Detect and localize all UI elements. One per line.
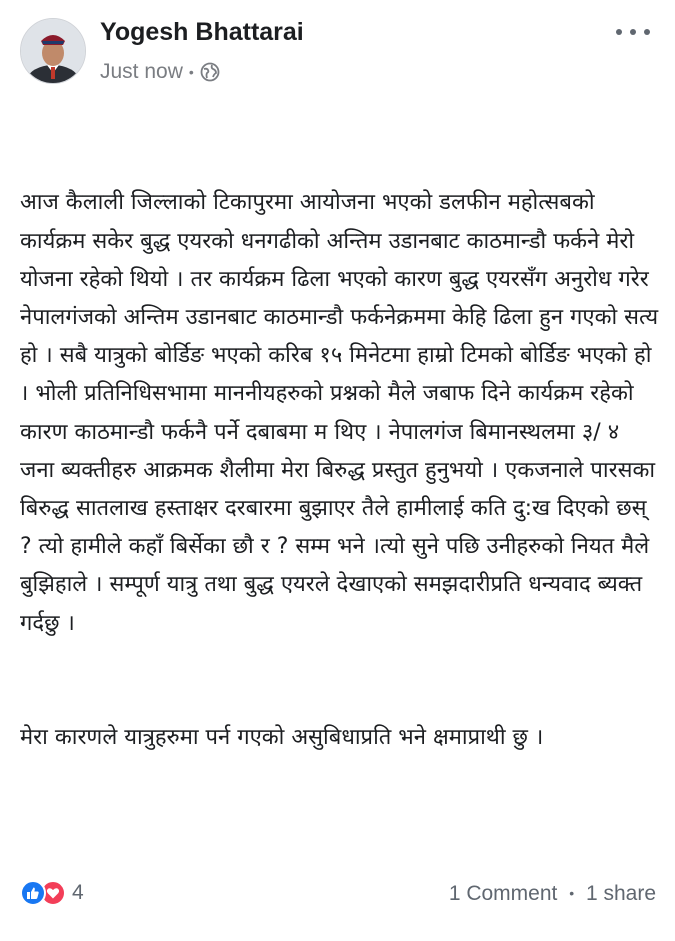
post-paragraph: मेरा कारणले यात्रुहरुमा पर्न गएको असुबिधाप्रति भने क्षमाप्राथी छु । xyxy=(20,725,544,751)
engagement-summary xyxy=(449,882,656,906)
comments-link[interactable]: 1 Comment xyxy=(448,882,558,905)
shares-link[interactable]: 1 share xyxy=(585,882,656,905)
reaction-count: 4 xyxy=(72,881,84,904)
post-meta xyxy=(100,60,220,84)
reactions-summary[interactable] xyxy=(20,880,84,906)
globe-icon[interactable] xyxy=(200,62,220,82)
avatar[interactable] xyxy=(20,18,86,84)
post-footer xyxy=(20,876,660,914)
engagement-separator: • xyxy=(569,885,575,901)
post-body xyxy=(20,108,666,834)
meta-separator: • xyxy=(188,64,194,80)
avatar-image xyxy=(21,19,85,83)
post-paragraph: आज कैलाली जिल्लाको टिकापुरमा आयोजना भएको डलफीन महोत्सबको कार्यक्रम सकेर बुद्ध एयरको धनगढीको अन्तिम उडानबाट काठमान्डौ फर्कने मेरो योजना रहेको थियो । तर कार्यक्रम ढिला भएको कारण बुद्ध एयरसँग अनुरोध गरेर नेपालगंजको अन्तिम उडानबाट काठमान्डौ फर्कनेक्रममा केहि ढिला हुन गएको सत्य हो । सबै यात्रुको बोर्डिङ भएको करिब १५ मिनेटमा हाम्रो टिमको बोर्डिङ भएको हो । भोली प्रतिनिधिसभामा माननीयहरुको प्रश्नको मैले जबाफ दिने कार्यक्रम रहेको कारण काठमान्डौ फर्कनै पर्ने दबाबमा म थिए । नेपालगंज बिमानस्थलमा ३/ ४ जना ब्यक्तीहरु आक्रमक शैलीमा मेरा बिरुद्ध प्रस्तुत हुनुभयो । एकजनाले पारसका बिरुद्ध सातलाख हस्ताक्षर दरबारमा बुझाएर तैले हामीलाई कति दु:ख दिएको छस् ? त्यो हामीले कहाँ बिर्सेका छौ र ? सम्म भने ।त्यो सुने पछि उनीहरुको नियत मैले बुझिहाले । सम्पूर्ण यात्रु तथा बुद्ध एयरले देखाएको समझदारीप्रति धन्यवाद ब्यक्त गर्दछु । xyxy=(20,190,666,636)
post-header xyxy=(20,16,660,88)
author-name[interactable]: Yogesh Bhattarai xyxy=(100,18,304,46)
like-icon xyxy=(20,880,46,906)
more-options-icon[interactable] xyxy=(616,22,650,42)
timestamp[interactable]: Just now xyxy=(100,60,183,83)
